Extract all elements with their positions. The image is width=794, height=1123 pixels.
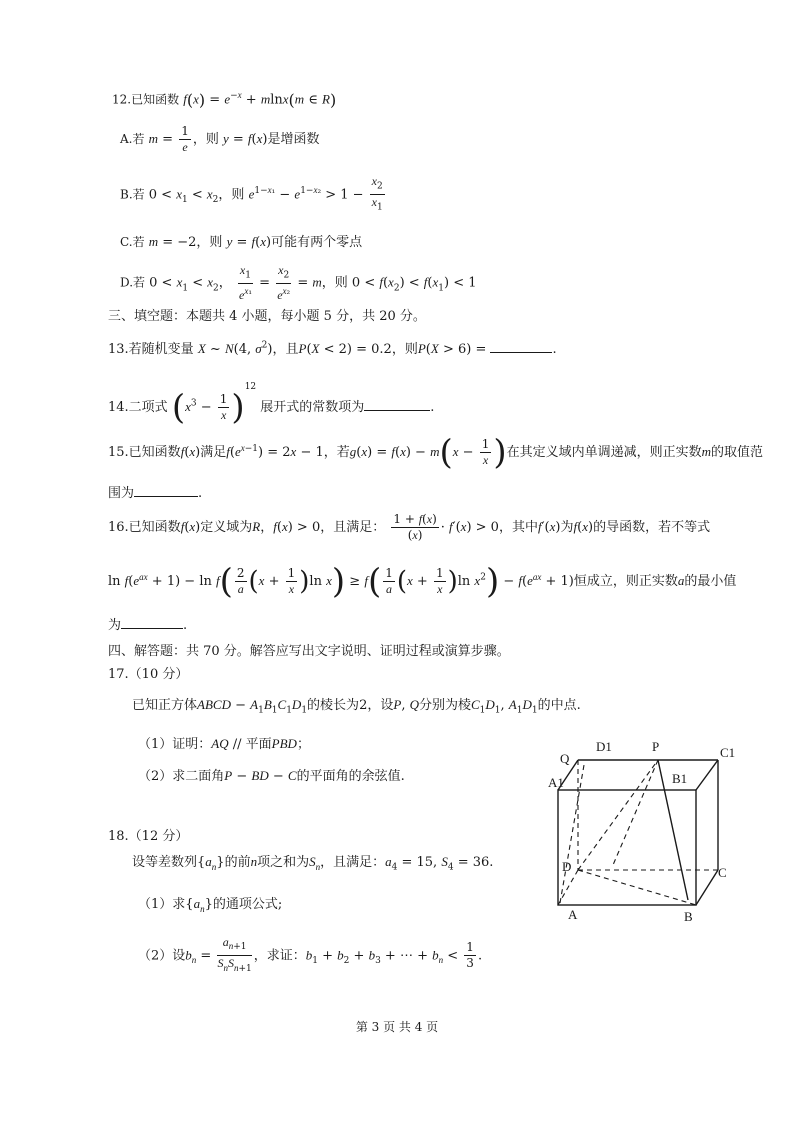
label-b: B	[684, 909, 693, 924]
q17-part2: （2）求二面角P − BD − C的平面角的余弦值.	[138, 768, 405, 784]
label-a1: A1	[548, 775, 564, 790]
section-3-title: 三、填空题：本题共 4 小题，每小题 5 分，共 20 分。	[108, 309, 426, 324]
q17-stem: 已知正方体ABCD − $A_1B_1C_1D_1$的棱长为2，设P, Q分别为棱$C_1D_1$, $A_1D_1$的中点.	[132, 697, 581, 716]
label-a: A	[568, 907, 578, 922]
label-d1: D1	[596, 739, 612, 754]
q12-stem: 12.已知函数 $f(x) = e^{-x} + mlnx(m$ ∈ R)	[112, 90, 337, 110]
page-footer: 第 3 页 共 4 页	[355, 1020, 439, 1034]
q18-part1: （1）求$\{a_n\}$的通项公式;	[138, 896, 283, 914]
q12-option-a: A.若 m = $\frac{1}{e}$ ，则 y = f(x)是增函数	[120, 124, 320, 154]
q15-answer-blank[interactable]	[134, 484, 198, 497]
q18-part2: （2）设$b_n$ = $\frac{a_{n+1}}{S_nS_{n+1}}$ ，求证：$b_1 + b_2 + b_3$ + ⋯ + $b_n$ < $\frac{1}{3}$ .	[138, 935, 483, 974]
q16-answer-blank[interactable]	[121, 616, 183, 629]
label-c: C	[718, 865, 727, 880]
label-q: Q	[560, 751, 570, 766]
q17-part1: （1）证明：AQ // 平面PBD；	[138, 736, 310, 752]
q16-line3: 为 .	[108, 618, 188, 633]
q13: 13.若随机变量 X ~ N(4, $\sigma^2$)，且P(X < 2) = 0.2，则P(X > 6) = .	[108, 340, 557, 357]
q18-head: 18.（12 分）	[108, 829, 189, 844]
q14-answer-blank[interactable]	[364, 398, 430, 411]
section-4-title: 四、解答题：共 70 分。解答应写出文字说明、证明过程或演算步骤。	[108, 644, 510, 659]
label-p: P	[652, 739, 660, 754]
q12-option-d: D.若 $0 < x_1 < x_2$， $\frac{x_1}{e^{x_1}}$ = $\frac{x_2}{e^{x_2}}$ = m，则 $0 < f(x_2) < f(x_1) < 1$	[120, 263, 477, 303]
cube-figure	[548, 735, 748, 935]
cube-edges	[558, 760, 718, 905]
label-d: D	[562, 859, 572, 874]
q16-line1: 16.已知函数f(x)定义域为R，f(x) > 0，且满足： $\frac{1 + f(x)}{(x)}$ · f′(x) > 0，其中f′(x)为f(x)的导函数，若不等式	[108, 512, 711, 542]
q15-line1: 15.已知函数f(x)满足$f(e^{x-1}) = 2x - 1$，若g(x) = f(x) − m(x − $\frac{1}{x}$ )在其定义域内单调递减，则正实数m的取值范	[108, 432, 764, 473]
q18-stem: 设等差数列$\{a_n\}$的前n项之和为$S_n$，且满足：$a_4 = 15$, $S_4 = 36$.	[132, 854, 494, 873]
cube-hidden-edges	[558, 760, 718, 905]
q15-line2: 围为 .	[108, 486, 203, 501]
q12-option-b: B.若 $0 < x_1 < x_2$，则 $e^{1-x_1} - e^{1-x_2} > 1$ − $\frac{x_2}{x_1}$	[120, 174, 383, 213]
q14: 14.二项式 ($x^3$ − $\frac{1}{x}$ )$^{12}$ 展开式的常数项为 .	[108, 382, 435, 428]
q17-head: 17.（10 分）	[108, 667, 189, 682]
q16-line2: $\ln f(e^{ax} + 1) - \ln f$( $\frac{2}{a}$ (x + $\frac{1}{x}$ )ln x) ≥ f( $\frac{1}{a}$ (x + $\frac{1}{x}$ )ln $x^2) - f(e^{ax} + 1)$恒成立，则正实数a的最小值	[108, 561, 737, 602]
q12-option-c: C.若 m = −2，则 y = f(x)可能有两个零点	[120, 234, 363, 250]
label-b1: B1	[672, 771, 688, 786]
label-c1: C1	[720, 745, 736, 760]
q13-answer-blank[interactable]	[490, 340, 552, 353]
